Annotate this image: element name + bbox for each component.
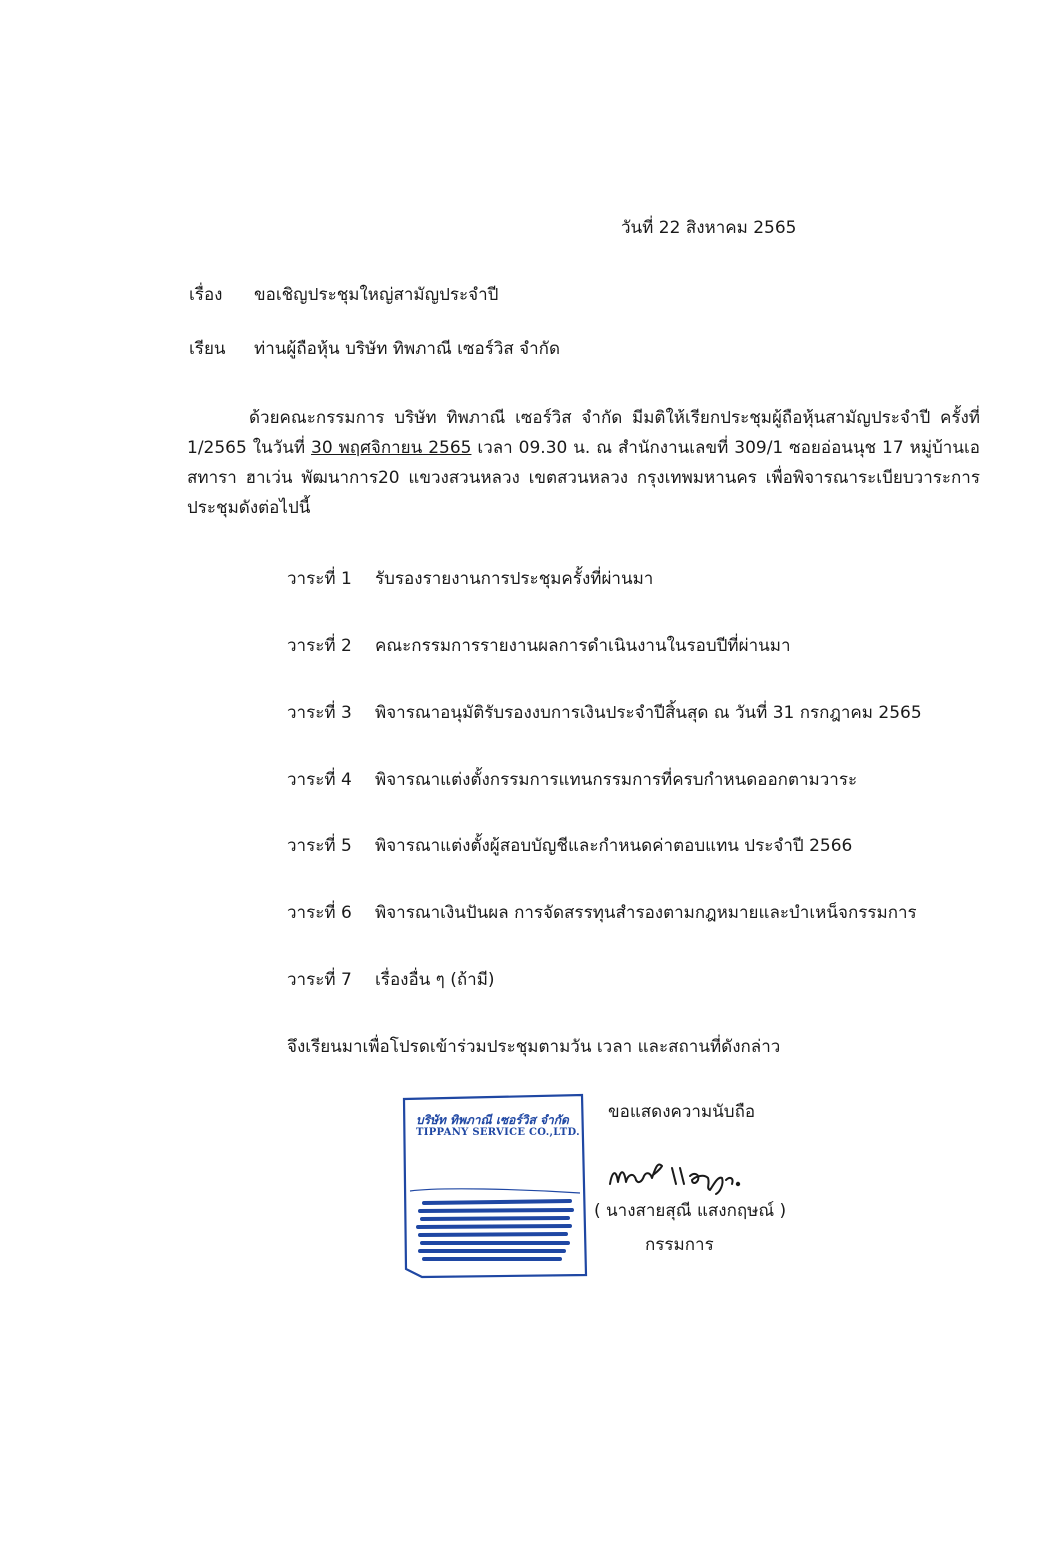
agenda-number: วาระที่ 6 [287,903,352,923]
subject-label: เรื่อง [189,285,223,305]
body-text-part1: ด้วยคณะกรรมการ บริษัท ทิพภาณี เซอร์วิส จำกัด มีมติให้เรียกประชุมผู้ถือหุ้นสามัญประจำปี ครั้งที่ 1/2565 ในวันที่ [187,408,980,458]
recipient-label: เรียน [189,339,226,359]
agenda-item [287,568,653,590]
agenda-text: พิจารณาเงินปันผล การจัดสรรทุนสำรองตามกฎหมายและบำเหน็จกรรมการ [375,903,917,923]
agenda-number: วาระที่ 5 [287,836,352,856]
agenda-number: วาระที่ 3 [287,703,352,723]
recipient-text: ท่านผู้ถือหุ้น บริษัท ทิพภาณี เซอร์วิส จำกัด [254,339,560,359]
agenda-number: วาระที่ 4 [287,770,352,790]
handwritten-signature [606,1154,766,1196]
closing-text: จึงเรียนมาเพื่อโปรดเข้าร่วมประชุมตามวัน เวลา และสถานที่ดังกล่าว [287,1037,781,1057]
agenda-number: วาระที่ 2 [287,636,352,656]
stamp-company-thai: บริษัท ทิพภาณี เซอร์วิส จำกัด [416,1113,569,1127]
agenda-item [287,969,495,991]
signer-name: ( นางสายสุณี แสงกฤษณ์ ) [594,1201,787,1221]
agenda-item [287,835,852,857]
letter-date: วันที่ 22 สิงหาคม 2565 [621,218,797,238]
agenda-number: วาระที่ 1 [287,569,352,589]
signer-title: กรรมการ [645,1235,714,1255]
agenda-text: รับรองรายงานการประชุมครั้งที่ผ่านมา [375,569,654,589]
agenda-item [287,635,791,657]
agenda-item [287,902,917,924]
agenda-text: พิจารณาอนุมัติรับรองงบการเงินประจำปีสิ้นสุด ณ วันที่ 31 กรกฎาคม 2565 [375,703,922,723]
agenda-text: พิจารณาแต่งตั้งกรรมการแทนกรรมการที่ครบกำหนดออกตามวาระ [375,770,858,790]
agenda-number: วาระที่ 7 [287,970,352,990]
body-paragraph [187,403,980,523]
meeting-date: 30 พฤศจิกายน 2565 [311,438,472,458]
regards-text: ขอแสดงความนับถือ [608,1102,756,1122]
agenda-item [287,769,857,791]
agenda-text: คณะกรรมการรายงานผลการดำเนินงานในรอบปีที่ผ่านมา [375,636,791,656]
body-text-part2: เวลา 09.30 น. ณ สำนักงานเลขที่ 309/1 ซอยอ่อนนุช 17 หมู่บ้านเอสทารา ฮาเว่น พัฒนาการ20 แขวงสวนหลวง เขตสวนหลวง กรุงเทพมหานคร เพื่อพิจารณาระเบียบวาระการประชุมดังต่อไปนี้ [187,438,980,518]
agenda-text: เรื่องอื่น ๆ (ถ้ามี) [375,970,495,990]
subject-text: ขอเชิญประชุมใหญ่สามัญประจำปี [254,285,499,305]
stamp-company-english: TIPPANY SERVICE CO.,LTD. [416,1127,580,1138]
agenda-item [287,702,922,724]
agenda-text: พิจารณาแต่งตั้งผู้สอบบัญชีและกำหนดค่าตอบแทน ประจำปี 2566 [375,836,853,856]
